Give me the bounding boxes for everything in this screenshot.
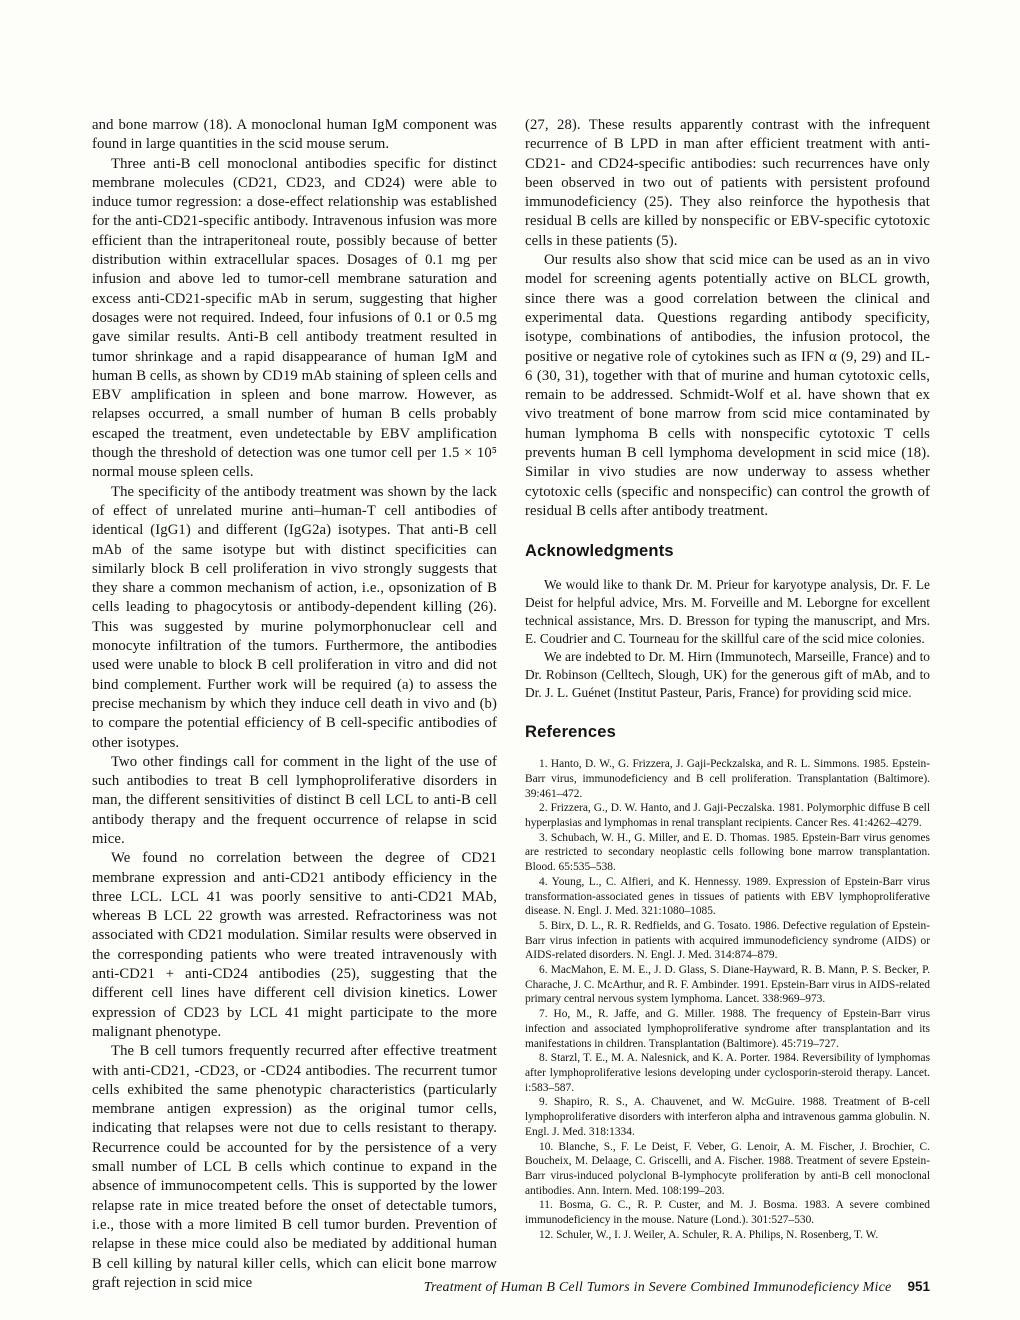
page-number: 951 [907, 1279, 930, 1294]
reference-item: 2. Frizzera, G., D. W. Hanto, and J. Gaji-Peczalska. 1981. Polymorphic diffuse B cell hyperplasias and lymphomas in renal transplant recipients. Cancer Res. 41:4262–4279. [525, 802, 930, 830]
reference-item: 7. Ho, M., R. Jaffe, and G. Miller. 1988. The frequency of Epstein-Barr virus infection and associated lymphoproliferative syndrome after transplantation and its manifestations in children. Transplantation (Baltimore). 45:719–727. [525, 1008, 930, 1050]
right-column [525, 116, 930, 1293]
paragraph: and bone marrow (18). A monoclonal human IgM component was found in large quantities in the scid mouse serum. [92, 117, 497, 153]
paragraph: Three anti-B cell monoclonal antibodies specific for distinct membrane molecules (CD21, CD23, and CD24) were able to induce tumor regression: a dose-effect relationship was established for the anti-CD21-specific antibody. Intravenous infusion was more efficient than the intraperitoneal route, possibly because of better distribution within extracellular spaces. Dosages of 0.1 mg per infusion and above led to tumor-cell membrane saturation and excess anti-CD21-specific mAb in serum, suggesting that higher dosages were not required. Indeed, four infusions of 0.1 or 0.5 mg gave similar results. Anti-B cell antibody treatment resulted in tumor shrinkage and a rapid disappearance of human IgM and human B cells, as shown by CD19 mAb staining of spleen cells and EBV amplification in spleen and bone marrow. However, as relapses occurred, a small number of human B cells probably escaped the treatment, even undetectable by EBV amplification though the threshold of detection was one tumor cell per 1.5 × 10⁵ normal mouse spleen cells. [92, 155, 497, 481]
reference-item: 10. Blanche, S., F. Le Deist, F. Veber, G. Lenoir, A. M. Fischer, J. Brochier, C. Boucheix, M. Delaage, C. Griscelli, and A. Fischer. 1988. Treatment of severe Epstein-Barr virus-induced polyclonal B-lymphocyte proliferation by anti-B cell monoclonal antibodies. Ann. Intern. Med. 108:199–203. [525, 1140, 930, 1197]
running-title: Treatment of Human B Cell Tumors in Severe Combined Immunodeficiency Mice [423, 1280, 892, 1295]
reference-item: 12. Schuler, W., I. J. Weiler, A. Schuler, R. A. Philips, N. Rosenberg, T. W. [539, 1228, 879, 1241]
references-heading: References [525, 723, 616, 742]
reference-item: 8. Starzl, T. E., M. A. Nalesnick, and K. A. Porter. 1984. Reversibility of lymphomas after lymphoproliferative lesions developing under cyclosporin-steroid therapy. Lancet. i:583–587. [525, 1052, 930, 1094]
reference-item: 6. MacMahon, E. M. E., J. D. Glass, S. Diane-Hayward, R. B. Mann, P. S. Becker, P. Charache, J. C. McArthur, and R. F. Ambinder. 1991. Epstein-Barr virus in AIDS-related primary central nervous system lymphoma. Lancet. 338:969–973. [525, 964, 930, 1006]
paragraph: We found no correlation between the degree of CD21 membrane expression and anti-CD21 antibody efficiency in the three LCL. LCL 41 was poorly sensitive to anti-CD21 MAb, whereas B LCL 22 growth was arrested. Refractoriness was not associated with CD21 modulation. Similar results were observed in the corresponding patients who were treated intravenously with anti-CD21 + anti-CD24 antibodies (25), suggesting that the different cell lines have different cell division kinetics. Lower expression of CD23 by LCL 41 might participate to the more malignant phenotype. [92, 850, 497, 1040]
paragraph: The B cell tumors frequently recurred after effective treatment with anti-CD21, -CD23, or -CD24 antibodies. The recurrent tumor cells exhibited the same phenotypic characteristics (particularly membrane antigen expression) as the original tumor cells, indicating that relapses were not due to cells resistant to therapy. Recurrence could be accounted for by the persistence of a very small number of LCL B cells which continue to expand in the absence of immunocompetent cells. This is supported by the lower relapse rate in mice treated before the onset of detectable tumors, i.e., those with a more limited B cell tumor burden. Prevention of relapse in these mice could also be mediated by additional human B cell killing by natural killer cells, which can elicit bone marrow graft rejection in scid mice [92, 1043, 497, 1291]
acknowledgments-paragraph: We are indebted to Dr. M. Hirn (Immunotech, Marseille, France) and to Dr. Robinson (Celltech, Slough, UK) for the generous gift of mAb, and to Dr. J. L. Guénet (Institut Pasteur, Paris, France) for providing scid mice. [525, 649, 930, 701]
reference-item: 1. Hanto, D. W., G. Frizzera, J. Gaji-Peckzalska, and R. L. Simmons. 1985. Epstein-Barr virus, immunodeficiency and B cell proliferation. Transplantation (Baltimore). 39:461–472. [525, 758, 930, 800]
acknowledgments-heading: Acknowledgments [525, 542, 674, 561]
reference-item: 4. Young, L., C. Alfieri, and K. Hennessy. 1989. Expression of Epstein-Barr virus transformation-associated genes in tissues of patients with EBV lymphoproliferative disease. N. Engl. J. Med. 321:1080–1085. [525, 875, 930, 918]
acknowledgments-paragraph: We would like to thank Dr. M. Prieur for karyotype analysis, Dr. F. Le Deist for helpful advice, Mrs. M. Forveille and M. Leborgne for excellent technical assistance, Mrs. D. Bresson for typing the manuscript, and Mrs. E. Coudrier and C. Tourneau for the skillful care of the scid mice colonies. [525, 577, 930, 647]
two-column-text [92, 116, 930, 1293]
reference-item: 9. Shapiro, R. S., A. Chauvenet, and W. McGuire. 1988. Treatment of B-cell lymphoproliferative disorders with interferon alpha and intravenous gamma globulin. N. Engl. J. Med. 318:1334. [525, 1096, 930, 1138]
reference-item: 5. Birx, D. L., R. R. Redfields, and G. Tosato. 1986. Defective regulation of Epstein-Barr virus infection in patients with acquired immunodeficiency syndrome (AIDS) or AIDS-related disorders. N. Engl. J. Med. 314:874–879. [525, 919, 930, 962]
paragraph: Two other findings call for comment in the light of the use of such antibodies to treat B cell lymphoproliferative disorders in man, the different sensitivities of distinct B cell LCL to anti-B cell antibody therapy and the frequent occurrence of relapse in scid mice. [92, 753, 497, 847]
paragraph: The specificity of the antibody treatment was shown by the lack of effect of unrelated murine anti–human-T cell antibodies of identical (IgG1) and different (IgG2a) isotypes. That anti-B cell mAb of the same isotype but with distinct specificities can similarly block B cell proliferation in vivo strongly suggests that they share a common mechanism of action, i.e., opsonization of B cells leading to phagocytosis or antibody-dependent killing (26). This was suggested by murine polymorphonuclear cell and monocyte infiltration of the tumors. Furthermore, the antibodies used were unable to block B cell proliferation in vitro and did not bind complement. Further work will be required (a) to assess the precise mechanism by which they induce cell death in vivo and (b) to compare the potential efficiency of B cell-specific antibodies of other isotypes. [92, 483, 497, 751]
left-column [92, 116, 497, 1293]
reference-item: 11. Bosma, G. C., R. P. Custer, and M. J. Bosma. 1983. A severe combined immunodeficiency in the mouse. Nature (Lond.). 301:527–530. [525, 1199, 930, 1227]
paragraph: Our results also show that scid mice can be used as an in vivo model for screening agents potentially active on BLCL growth, since there was a good correlation between the clinical and experimental data. Questions regarding antibody specificity, isotype, combinations of antibodies, the infusion protocol, the positive or negative role of cytokines such as IFN α (9, 29) and IL-6 (30, 31), together with that of murine and human cytotoxic cells, remain to be addressed. Schmidt-Wolf et al. have shown that ex vivo treatment of bone marrow from scid mice contaminated by human lymphoma B cells with nonspecific cytotoxic T cells prevents human B cell lymphoma development in scid mice (18). Similar in vivo studies are now underway to assess whether cytotoxic cells (specific and nonspecific) can control the growth of residual B cells after antibody treatment. [525, 252, 930, 519]
reference-item: 3. Schubach, W. H., G. Miller, and E. D. Thomas. 1985. Epstein-Barr virus genomes are restricted to secondary neoplastic cells following bone marrow transplantation. Blood. 65:535–538. [525, 831, 930, 874]
page-footer [92, 1278, 930, 1296]
paragraph: (27, 28). These results apparently contrast with the infrequent recurrence of B LPD in man after efficient treatment with anti-CD21- and CD24-specific antibodies: such recurrences have only been observed in two out of patients with persistent profound immunodeficiency (25). They also reinforce the hypothesis that residual B cells are killed by nonspecific or EBV-specific cytotoxic cells in these patients (5). [525, 117, 930, 249]
